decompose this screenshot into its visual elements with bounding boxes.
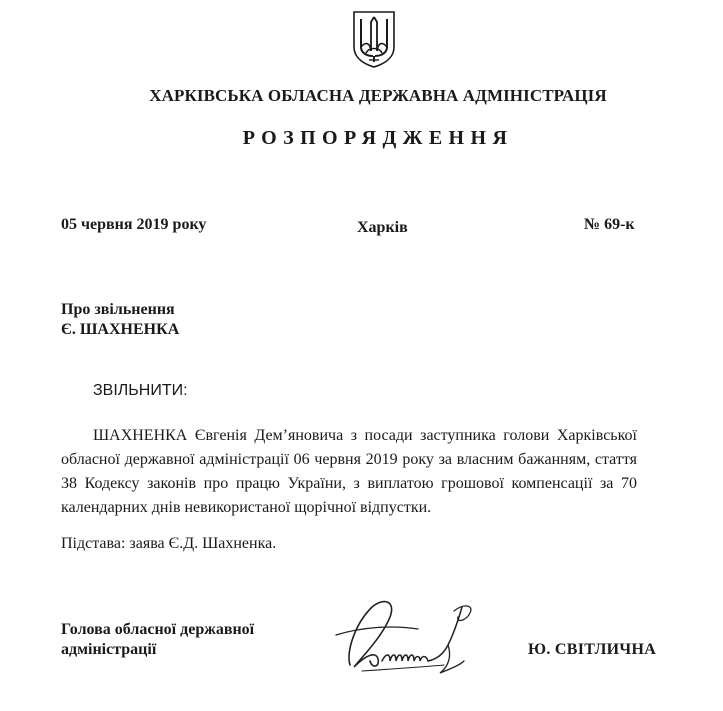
- basis-line: Підстава: заява Є.Д. Шахненка.: [61, 535, 277, 552]
- handwritten-signature-icon: [332, 595, 492, 677]
- tryzub-emblem-icon: [351, 9, 397, 69]
- document-city: Харків: [357, 219, 408, 236]
- subject-line-2: Є. ШАХНЕНКА: [61, 321, 180, 338]
- order-body-paragraph: ШАХНЕНКА Євгенія Дем’яновича з посади заступника голови Харківської обласної державної адміністрації 06 червня 2019 року за власним бажанням, стаття 38 Кодексу законів про працю України, з виплатою грошової компенсації за 70 календарних днів невикористаної щорічної відпустки.: [61, 427, 637, 516]
- document-type-title: РОЗПОРЯДЖЕННЯ: [242, 127, 514, 149]
- signatory-title-line-1: Голова обласної державної: [61, 621, 255, 638]
- document-number: № 69-к: [584, 216, 635, 233]
- signatory-title-line-2: адміністрації: [61, 641, 157, 658]
- signer-name: Ю. СВІТЛИЧНА: [528, 641, 657, 658]
- order-heading: ЗВІЛЬНИТИ:: [93, 382, 188, 399]
- subject-line-1: Про звільнення: [61, 301, 175, 318]
- document-date: 05 червня 2019 року: [61, 216, 207, 233]
- document-subject: [61, 300, 179, 340]
- signatory-title: [61, 620, 254, 660]
- organization-title: ХАРКІВСЬКА ОБЛАСНА ДЕРЖАВНА АДМІНІСТРАЦІЯ: [149, 86, 607, 105]
